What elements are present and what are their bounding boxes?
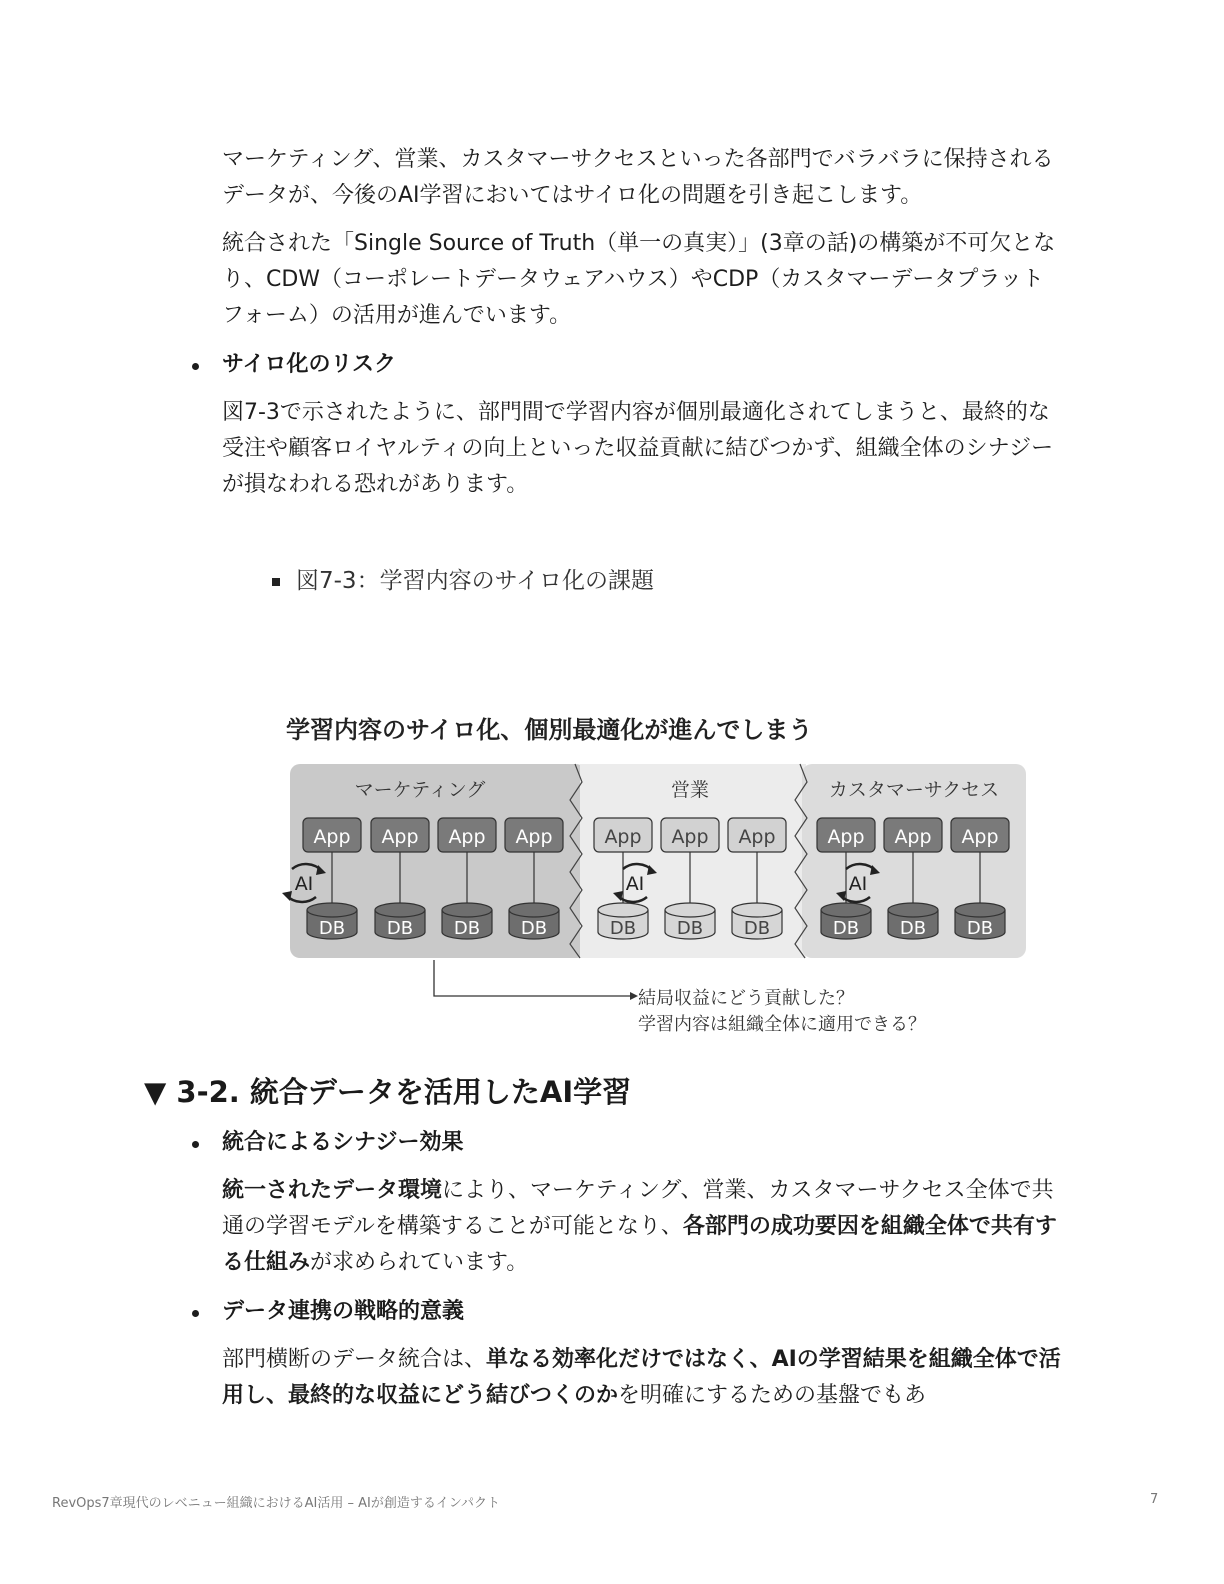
silo-diagram [270,700,1050,1050]
arrow-line [434,960,630,996]
db-label: DB [832,918,860,939]
ai-label: AI [848,873,868,895]
db-cylinder-top [442,903,492,917]
db-label: DB [453,918,481,939]
square-bullet-icon [272,578,280,586]
app-label: App [827,826,865,848]
intro-paragraph-2: 統合された「Single Source of Truth（単一の真実）」(3章の話)の構築が不可欠となり、CDW（コーポレートデータウェアハウス）やCDP（カスタマーデータプラットフォーム）の活用が進んでいます。 [222,231,1056,328]
app-label: App [381,826,419,848]
db-label: DB [743,918,771,939]
synergy-strong-2: 各部門の成功要因を組織全体で共有する仕組み [222,1214,1057,1275]
ai-label: AI [294,873,314,895]
strategy-text-1: 部門横断のデータ統合は、 [222,1347,487,1372]
dept-label-sales: 営業 [670,779,710,801]
db-label: DB [676,918,704,939]
synergy-strong-1: 統一されたデータ環境 [222,1178,443,1203]
db-cylinder-top [888,903,938,917]
section-heading: ▼ 3-2. 統合データを活用したAI学習 [144,1075,632,1109]
db-cylinder-top [598,903,648,917]
db-label: DB [899,918,927,939]
dept-label-cs: カスタマーサクセス [828,779,1000,801]
silo-figure [270,700,1050,1050]
bullet-dot [192,1310,199,1317]
app-label: App [313,826,351,848]
app-label: App [671,826,709,848]
db-label: DB [386,918,414,939]
synergy-text-2: が求められています。 [310,1250,529,1275]
db-label: DB [520,918,548,939]
figure-caption [272,565,654,597]
synergy-paragraph [222,1173,1062,1281]
intro-paragraph-1: マーケティング、営業、カスタマーサクセスといった各部門でバラバラに保持されるデータが、今後のAI学習においてはサイロ化の問題を引き起こします。 [222,147,1054,208]
footer-title: RevOps7章現代のレベニュー組織におけるAI活用 – AIが創造するインパクト [52,1496,500,1511]
app-label: App [894,826,932,848]
app-label: App [448,826,486,848]
db-cylinder-top [307,903,357,917]
strategy-text-2: を明確にするための基盤でもあ [618,1383,927,1408]
db-label: DB [609,918,637,939]
db-cylinder-top [821,903,871,917]
figure-caption-text: 図7-3：学習内容のサイロ化の課題 [296,568,654,594]
synergy-title: 統合によるシナジー効果 [222,1130,464,1155]
page-number: 7 [1150,1492,1159,1507]
ai-label: AI [625,873,645,895]
risk-title: サイロ化のリスク [222,352,397,377]
app-label: App [961,826,999,848]
strategy-paragraph [222,1342,1062,1414]
question-2: 学習内容は組織全体に適用できる？ [638,1014,926,1035]
db-cylinder-top [665,903,715,917]
app-label: App [515,826,553,848]
db-cylinder-top [509,903,559,917]
app-label: App [738,826,776,848]
question-1: 結局収益にどう貢献した？ [638,988,854,1009]
dept-label-marketing: マーケティング [354,779,486,801]
bullet-dot [192,363,199,370]
db-label: DB [966,918,994,939]
app-label: App [604,826,642,848]
synergy-text-1: により、マーケティング、営業、カスタマーサクセス全体で共通の学習モデルを構築することが可能となり、 [222,1178,1054,1239]
db-cylinder-top [955,903,1005,917]
bullet-dot [192,1141,199,1148]
db-label: DB [318,918,346,939]
db-cylinder-top [375,903,425,917]
arrow-head-icon [630,992,638,1000]
figure-title: 学習内容のサイロ化、個別最適化が進んでしまう [286,716,813,744]
db-cylinder-top [732,903,782,917]
strategy-title: データ連携の戦略的意義 [222,1299,465,1324]
risk-paragraph: 図7-3で示されたように、部門間で学習内容が個別最適化されてしまうと、最終的な受注や顧客ロイヤルティの向上といった収益貢献に結びつかず、組織全体のシナジーが損なわれる恐れがあります。 [222,400,1054,497]
strategy-strong-1: 単なる効率化だけではなく、AIの学習結果を組織全体で活用し、最終的な収益にどう結びつくのか [222,1347,1061,1408]
